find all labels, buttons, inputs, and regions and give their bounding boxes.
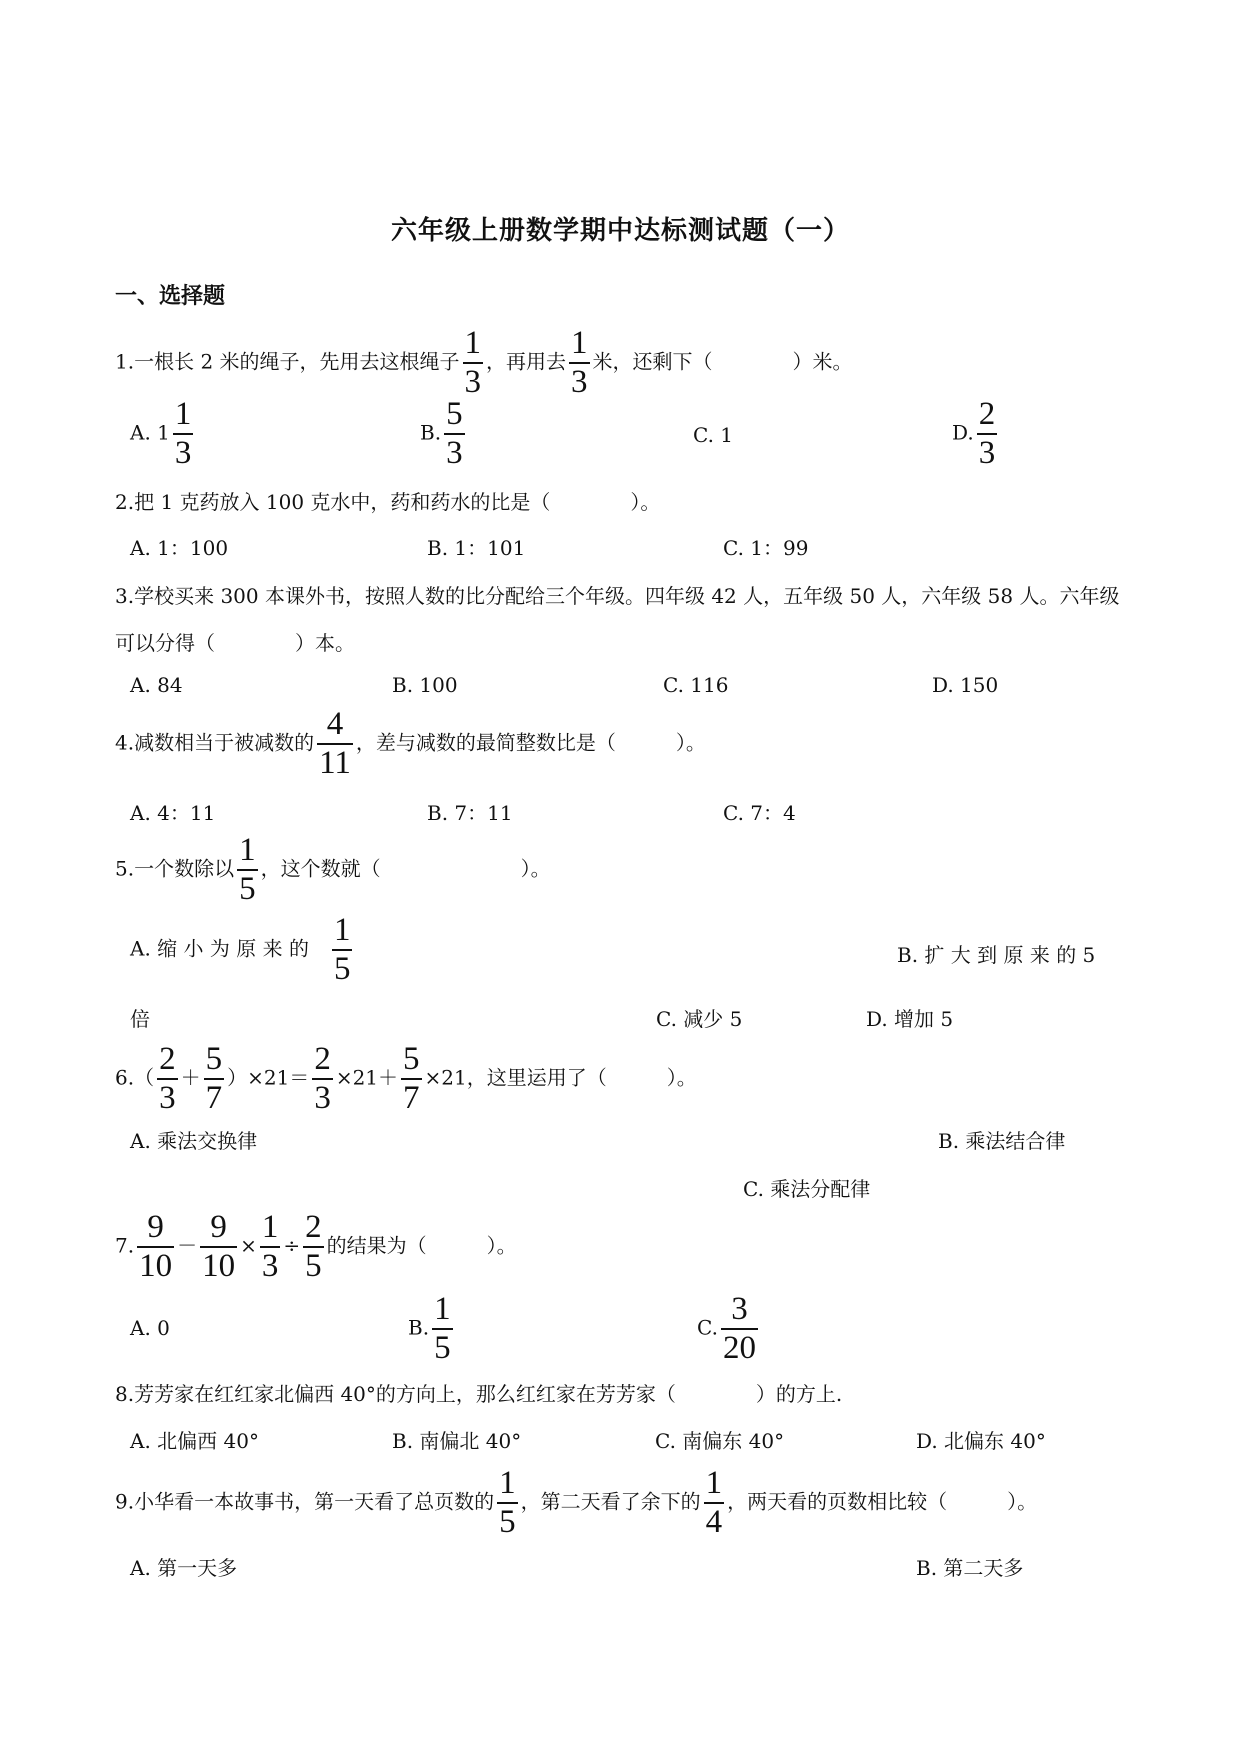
option-b: B. $\frac{1}{5}$ — [408, 1291, 451, 1366]
fraction: $\frac{1}{3}$ — [464, 325, 482, 400]
question-1 — [115, 327, 853, 399]
option-c: C. 减少 5 — [656, 1007, 743, 1031]
option-b: B. 乘法结合律 — [938, 1129, 1066, 1153]
section-heading: 一、选择题 — [115, 283, 226, 309]
question-3-line-1: 3.学校买来 300 本课外书，按照人数的比分配给三个年级。四年级 42 人，五年级 50 人，六年级 58 人。六年级 — [115, 584, 1120, 608]
question-2: 2.把 1 克药放入 100 克水中，药和药水的比是（ ）。 — [115, 490, 661, 514]
option-a: A. 4：11 — [130, 801, 216, 825]
option-a: A. 第一天多 — [130, 1556, 238, 1580]
question-3-line-2: 可以分得（ ）本。 — [115, 631, 355, 655]
option-a: A. 缩 小 为 原 来 的 $\frac{1}{5}$ — [130, 912, 351, 987]
option-c: C. 南偏东 40° — [655, 1429, 785, 1453]
option-a: A. 0 — [130, 1316, 170, 1340]
option-d: D. $\frac{2}{3}$ — [952, 396, 996, 471]
question-4: 4.减数相当于被减数的 $\frac{4}{11}$ ，差与减数的最简整数比是（ ）。 — [115, 706, 706, 781]
option-b: B. $\frac{5}{3}$ — [420, 396, 463, 471]
question-7: 7. $\frac{9}{10}$ － $\frac{9}{10}$ × $\frac{1}{3}$ ÷ $\frac{2}{5}$ 的结果为（ ）。 — [115, 1209, 517, 1284]
option-b: B. 南偏北 40° — [392, 1429, 522, 1453]
option-a: A. 84 — [130, 673, 183, 697]
option-c: C. 乘法分配律 — [743, 1177, 871, 1201]
option-d: D. 150 — [932, 673, 999, 697]
option-c: C. 7：4 — [723, 801, 796, 825]
option-b: B. 7：11 — [427, 801, 513, 825]
option-c: C. 1：99 — [723, 536, 809, 560]
option-c: C. $\frac{3}{20}$ — [697, 1291, 756, 1366]
option-b: B. 第二天多 — [916, 1556, 1024, 1580]
option-b: B. 100 — [392, 673, 458, 697]
option-a: A. 1 $\frac{1}{3}$ — [130, 396, 192, 471]
fraction: $\frac{4}{11}$ — [319, 706, 351, 781]
page-title: 六年级上册数学期中达标测试题（一） — [390, 216, 850, 246]
fraction: $\frac{1}{5}$ — [239, 832, 256, 907]
option-c: C. 1 — [693, 423, 734, 447]
option-b: B. 1：101 — [427, 536, 526, 560]
option-c: C. 116 — [663, 673, 729, 697]
question-text: 1.一根长 2 米的绳子，先用去这根绳子 — [115, 349, 460, 374]
question-6: 6.（ $\frac{2}{3}$ ＋ $\frac{5}{7}$ ）×21＝ $\frac{2}{3}$ ×21＋ $\frac{5}{7}$ ×21，这里运用了（ ）。 — [115, 1041, 697, 1116]
question-5: 5.一个数除以 $\frac{1}{5}$ ，这个数就（ ）。 — [115, 832, 551, 907]
option-d: D. 北偏东 40° — [916, 1429, 1046, 1453]
fraction: $\frac{1}{3}$ — [571, 325, 588, 400]
option-b: B. 扩 大 到 原 来 的 5 — [897, 943, 1096, 967]
option-a: A. 1：100 — [130, 536, 229, 560]
question-8: 8.芳芳家在红红家北偏西 40°的方向上，那么红红家在芳芳家（ ）的方上. — [115, 1382, 843, 1406]
option-d: D. 增加 5 — [866, 1007, 954, 1031]
question-9: 9.小华看一本故事书，第一天看了总页数的 $\frac{1}{5}$ ，第二天看了余下的 $\frac{1}{4}$ ，两天看的页数相比较（ ）。 — [115, 1465, 1038, 1540]
option-a: A. 北偏西 40° — [130, 1429, 259, 1453]
option-a: A. 乘法交换律 — [130, 1129, 258, 1153]
question-text: 米，还剩下（ ）米。 — [592, 349, 853, 374]
question-text: ，再用去 — [486, 349, 567, 374]
option-b-continued: 倍 — [130, 1007, 150, 1031]
